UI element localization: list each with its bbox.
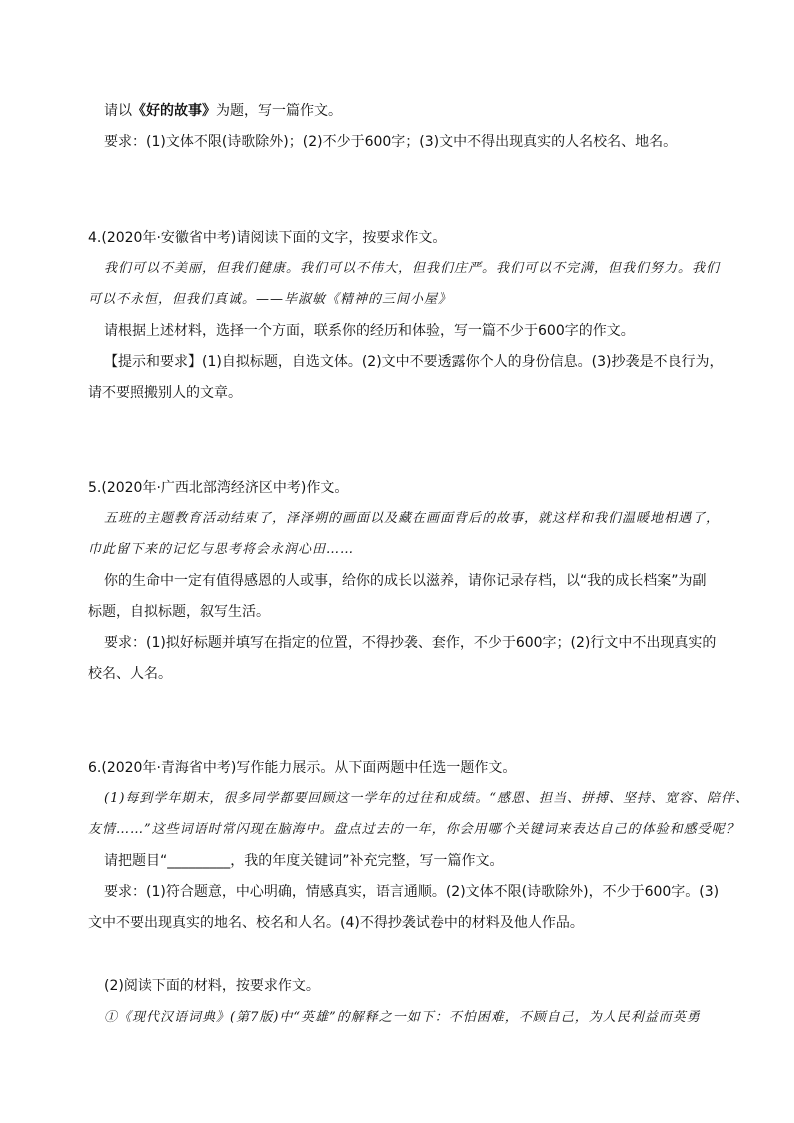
question-5-heading: 5.(2020年·广西北部湾经济区中考)作文。 bbox=[88, 480, 349, 496]
question-6-option-1-line-1: (1)每到学年期末，很多同学都要回顾这一学年的过往和成绩。“感恩、担当、拼搏、坚持、宽容、陪伴、 bbox=[104, 791, 750, 806]
question-4-quote-line-2: 可以不永恒，但我们真诚。——毕淑敏《精神的三间小屋》 bbox=[88, 292, 453, 307]
question-5-requirements-line-2: 校名、人名。 bbox=[88, 666, 172, 682]
intro-essay-title: 《好的故事》 bbox=[132, 103, 216, 119]
question-4-quote-line-1: 我们可以不美丽，但我们健康。我们可以不伟大，但我们庄严。我们可以不完满，但我们努力。我们 bbox=[104, 261, 721, 276]
question-5-instruction-line-2: 标题，自拟标题，叙写生活。 bbox=[88, 604, 270, 620]
question-6-instruction: 请把题目“_________，我的年度关键词”补充完整，写一篇作文。 bbox=[104, 853, 504, 869]
question-6-heading: 6.(2020年·青海省中考)写作能力展示。从下面两题中任选一题作文。 bbox=[88, 760, 517, 776]
intro-prompt bbox=[104, 102, 724, 120]
question-6-option-1-line-2: 友情……”这些词语时常闪现在脑海中。盘点过去的一年，你会用哪个关键词来表达自己的体验和感受呢？ bbox=[88, 822, 740, 837]
question-6-requirements-line-2: 文中不要出现真实的地名、校名和人名。(4)不得抄袭试卷中的材料及他人作品。 bbox=[88, 915, 584, 931]
question-4-heading: 4.(2020年·安徽省中考)请阅读下面的文字，按要求作文。 bbox=[88, 230, 447, 246]
question-6-option-2-material: ①《现代汉语词典》(第7版)中“英雄”的解释之一如下：不怕困难，不顾自己，为人民利益而英勇 bbox=[104, 1010, 701, 1025]
intro-prompt-pre: 请以 bbox=[104, 103, 132, 119]
question-6-requirements-line-1: 要求：(1)符合题意，中心明确，情感真实，语言通顺。(2)文体不限(诗歌除外)，不少于600字。(3) bbox=[104, 884, 720, 900]
question-5-quote-line-2: 巾此留下来的记忆与思考将会永润心田…… bbox=[88, 542, 355, 557]
question-5-quote-line-1: 五班的主题教育活动结束了，泽泽朔的画面以及藏在画面背后的故事，就这样和我们温暖地相遇了， bbox=[104, 511, 721, 526]
question-6-option-2-heading: (2)阅读下面的材料，按要求作文。 bbox=[104, 978, 320, 994]
question-5-requirements-line-1: 要求：(1)拟好标题并填写在指定的位置，不得抄袭、套作，不少于600字；(2)行文中不出现真实的 bbox=[104, 635, 717, 651]
question-4-requirements-line-1: 【提示和要求】(1)自拟标题，自选文体。(2)文中不要透露你个人的身份信息。(3)抄袭是不良行为， bbox=[104, 354, 724, 370]
question-4-requirements-line-2: 请不要照搬别人的文章。 bbox=[88, 385, 242, 401]
intro-prompt-post: 为题，写一篇作文。 bbox=[216, 103, 342, 119]
question-4-instruction: 请根据上述材料，选择一个方面，联系你的经历和体验，写一篇不少于600字的作文。 bbox=[104, 323, 635, 339]
intro-requirements: 要求：(1)文体不限(诗歌除外)；(2)不少于600字；(3)文中不得出现真实的人名校名、地名。 bbox=[104, 134, 678, 150]
question-5-instruction-line-1: 你的生命中一定有值得感恩的人或事，给你的成长以滋养，请你记录存档，以“我的成长档案”为副 bbox=[104, 573, 707, 589]
